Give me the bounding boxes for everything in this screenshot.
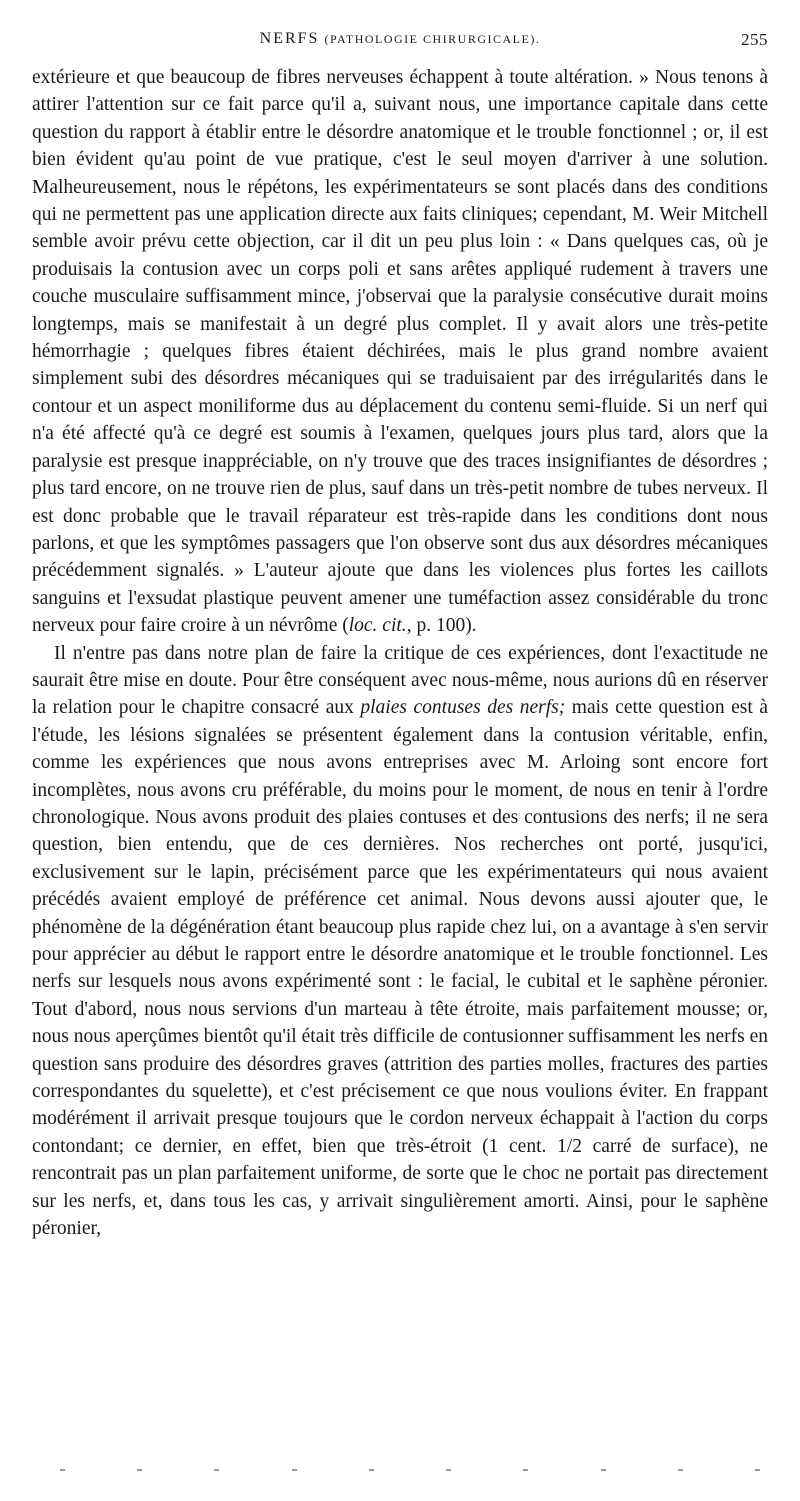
paragraph-2-text-a: Il n'entre pas dans notre plan de faire la critique de ces expériences, dont l'exactitude ne saurait être mise en doute. Pour être conséquent avec nous-même, nous aurions dû en réserver la relation pour le chapitre consacré aux: [32, 642, 768, 719]
paragraph-1-text-b: , p. 100).: [406, 615, 477, 637]
page-number: 255: [741, 30, 768, 49]
bleed-mark: [292, 1469, 297, 1471]
bleed-mark: [446, 1469, 451, 1471]
bleed-mark: [214, 1469, 219, 1471]
bleed-mark: [60, 1469, 65, 1471]
citation-loc-cit: loc. cit.: [348, 615, 407, 637]
body-text: [32, 64, 768, 1242]
running-title-sub: (PATHOLOGIE CHIRURGICALE).: [324, 32, 541, 46]
paragraph-1: [32, 64, 768, 640]
paragraph-2-text-b: mais cette question est à l'étude, les lésions signalées se présentent également dans la contusion véritable, enfin, comme les expériences que nous avons entreprises avec M. Arloing sont encore fort incomplètes, nous avons cru préférable, du moins pour le moment, de nous en tenir à l'ordre chronologique. Nous avons produit des plaies contuses et des contusions des nerfs; il ne sera question, bien entendu, que de ces dernières. Nos recherches ont porté, jusqu'ici, exclusivement sur le lapin, précisément parce que les expérimentateurs qui nous avaient précédés avaient employé de préférence cet animal. Nous devons aussi ajouter que, le phénomène de la dégénération étant beaucoup plus rapide chez lui, on a avantage à s'en servir pour apprécier au début le rapport entre le désordre anatomique et le trouble fonctionnel. Les nerfs sur lesquels nous avons expérimenté sont : le facial, le cubital et le saphène péronier. Tout d'abord, nous nous servions d'un marteau à tête étroite, mais parfaitement mousse; or, nous nous aperçûmes bientôt qu'il était très difficile de contusionner suffisamment les nerfs en question sans produire des désordres graves (attrition des parties molles, fractures des parties correspondantes du squelette), et c'est précisement ce que nous voulions éviter. En frappant modérément il arrivait presque toujours que le cordon nerveux échappait à l'action du corps contondant; ce dernier, en effet, bien que très-étroit (1 cent. 1/2 carré de surface), ne rencontrait pas un plan parfaitement uniforme, de sorte que le choc ne portait pas directement sur les nerfs, et, dans tous les cas, y arrivait singulièrement amorti. Ainsi, pour le saphène péronier,: [32, 697, 768, 1240]
running-title: [32, 30, 768, 48]
bleed-mark: [369, 1469, 374, 1471]
bleed-mark: [601, 1469, 606, 1471]
bleed-mark: [137, 1469, 142, 1471]
emphasis-plaies-contuses: plaies contuses des nerfs;: [360, 697, 566, 719]
running-title-main: NERFS: [259, 30, 320, 47]
bleed-mark: [523, 1469, 528, 1471]
bleed-mark: [678, 1469, 683, 1471]
bleed-through-marks: [60, 1466, 760, 1474]
paragraph-1-text-a: extérieure et que beaucoup de fibres nerveuses échappent à toute altération. » Nous tenons à attirer l'attention sur ce fait parce qu'il a, suivant nous, une importance capitale dans cette question du rapport à établir entre le désordre anatomique et le trouble fonctionnel ; or, il est bien évident qu'au point de vue pratique, c'est le seul moyen d'arriver à une solution. Malheureusement, nous le répétons, les expérimentateurs se sont placés dans des conditions qui ne permettent pas une application directe aux faits cliniques; cependant, M. Weir Mitchell semble avoir prévu cette objection, car il dit un peu plus loin : « Dans quelques cas, où je produisais la contusion avec un corps poli et sans arêtes appliqué rudement à travers une couche musculaire suffisamment mince, j'observai que la paralysie consécutive durait moins longtemps, mais se manifestait à un degré plus complet. Il y avait alors une très-petite hémorrhagie ; quelques fibres étaient déchirées, mais le plus grand nombre avaient simplement subi des désordres mécaniques qui se traduisaient par des irrégularités dans le contour et un aspect moniliforme dus au déplacement du contenu semi-fluide. Si un nerf qui n'a été affecté qu'à ce degré est soumis à l'examen, quelques jours plus tard, alors que la paralysie est presque inappréciable, on n'y trouve que des traces insignifiantes de désordres ; plus tard encore, on ne trouve rien de plus, sauf dans un très-petit nombre de tubes nerveux. Il est donc probable que le travail réparateur est très-rapide dans les conditions dont nous parlons, et que les symptômes passagers que l'on observe sont dus aux désordres mécaniques précédemment signalés. » L'auteur ajoute que dans les violences plus fortes les caillots sanguins et l'exsudat plastique peuvent amener une tuméfaction assez considérable du tronc nerveux pour faire croire à un névrôme (: [32, 67, 768, 637]
bleed-mark: [755, 1469, 760, 1471]
book-page: [32, 28, 768, 1242]
running-head: [32, 28, 768, 58]
paragraph-2: [32, 640, 768, 1243]
